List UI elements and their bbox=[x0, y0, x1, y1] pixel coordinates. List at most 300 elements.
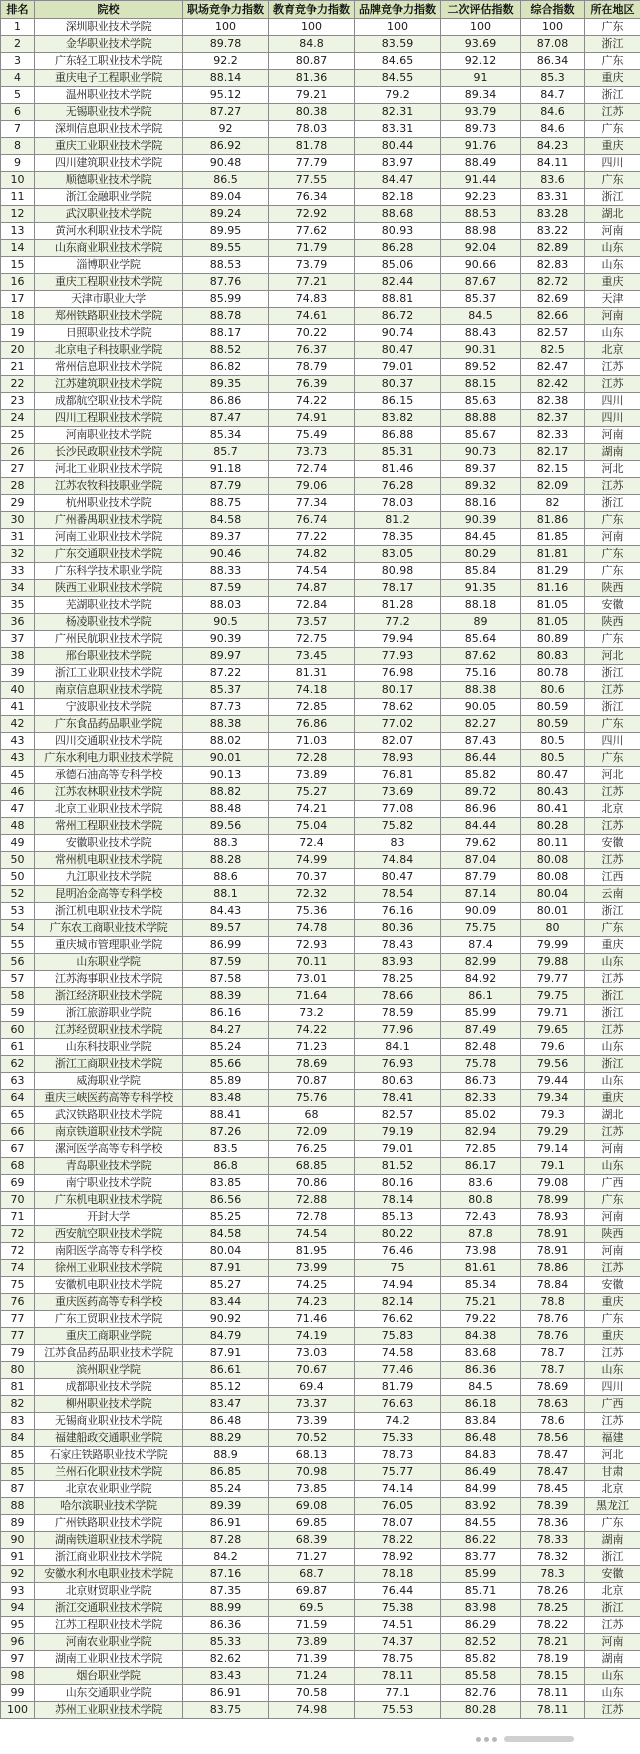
cell-second-eval: 83.98 bbox=[441, 1600, 521, 1617]
cell-region: 河北 bbox=[585, 1447, 640, 1464]
cell-edu-index: 74.91 bbox=[269, 410, 355, 427]
cell-rank: 37 bbox=[1, 631, 35, 648]
cell-brand-index: 82.18 bbox=[355, 189, 441, 206]
cell-total-index: 78.25 bbox=[521, 1600, 585, 1617]
cell-region: 广东 bbox=[585, 716, 640, 733]
cell-school: 杨凌职业技术学院 bbox=[35, 614, 183, 631]
cell-region: 广东 bbox=[585, 172, 640, 189]
table-row bbox=[1, 920, 640, 937]
cell-total-index: 82.72 bbox=[521, 274, 585, 291]
cell-job-index: 83.5 bbox=[183, 1141, 269, 1158]
cell-brand-index: 77.2 bbox=[355, 614, 441, 631]
cell-edu-index: 74.99 bbox=[269, 852, 355, 869]
cell-region: 山东 bbox=[585, 1039, 640, 1056]
table-row bbox=[1, 223, 640, 240]
table-row bbox=[1, 1056, 640, 1073]
cell-job-index: 83.44 bbox=[183, 1294, 269, 1311]
cell-total-index: 78.22 bbox=[521, 1617, 585, 1634]
cell-edu-index: 72.32 bbox=[269, 886, 355, 903]
cell-region: 四川 bbox=[585, 1379, 640, 1396]
cell-job-index: 87.26 bbox=[183, 1124, 269, 1141]
cell-brand-index: 78.14 bbox=[355, 1192, 441, 1209]
cell-region: 浙江 bbox=[585, 87, 640, 104]
cell-total-index: 78.21 bbox=[521, 1634, 585, 1651]
cell-rank: 24 bbox=[1, 410, 35, 427]
cell-job-index: 88.02 bbox=[183, 733, 269, 750]
cell-edu-index: 73.89 bbox=[269, 1634, 355, 1651]
cell-job-index: 89.57 bbox=[183, 920, 269, 937]
cell-brand-index: 80.37 bbox=[355, 376, 441, 393]
cell-region: 山东 bbox=[585, 257, 640, 274]
cell-brand-index: 82.14 bbox=[355, 1294, 441, 1311]
cell-edu-index: 76.34 bbox=[269, 189, 355, 206]
cell-brand-index: 76.93 bbox=[355, 1056, 441, 1073]
cell-rank: 61 bbox=[1, 1039, 35, 1056]
cell-total-index: 80.6 bbox=[521, 682, 585, 699]
cell-total-index: 80.5 bbox=[521, 750, 585, 767]
table-row bbox=[1, 291, 640, 308]
cell-region: 江苏 bbox=[585, 1260, 640, 1277]
table-row bbox=[1, 954, 640, 971]
cell-school: 广东农工商职业技术学院 bbox=[35, 920, 183, 937]
cell-job-index: 87.27 bbox=[183, 104, 269, 121]
cell-rank: 66 bbox=[1, 1124, 35, 1141]
cell-rank: 50 bbox=[1, 852, 35, 869]
cell-job-index: 90.46 bbox=[183, 546, 269, 563]
cell-job-index: 88.3 bbox=[183, 835, 269, 852]
cell-edu-index: 70.67 bbox=[269, 1362, 355, 1379]
table-header bbox=[1, 1, 640, 19]
cell-rank: 48 bbox=[1, 818, 35, 835]
cell-region: 陕西 bbox=[585, 1226, 640, 1243]
cell-edu-index: 75.36 bbox=[269, 903, 355, 920]
table-row bbox=[1, 767, 640, 784]
table-row bbox=[1, 546, 640, 563]
table-row bbox=[1, 512, 640, 529]
cell-second-eval: 86.49 bbox=[441, 1464, 521, 1481]
cell-job-index: 84.2 bbox=[183, 1549, 269, 1566]
cell-total-index: 81.16 bbox=[521, 580, 585, 597]
cell-school: 重庆医药高等专科学校 bbox=[35, 1294, 183, 1311]
cell-edu-index: 73.57 bbox=[269, 614, 355, 631]
cell-school: 山东职业学院 bbox=[35, 954, 183, 971]
table-row bbox=[1, 1260, 640, 1277]
cell-job-index: 87.58 bbox=[183, 971, 269, 988]
cell-total-index: 79.29 bbox=[521, 1124, 585, 1141]
cell-school: 重庆工程职业技术学院 bbox=[35, 274, 183, 291]
cell-job-index: 84.58 bbox=[183, 512, 269, 529]
cell-edu-index: 68.39 bbox=[269, 1532, 355, 1549]
table-row bbox=[1, 563, 640, 580]
cell-total-index: 80.5 bbox=[521, 733, 585, 750]
cell-region: 江苏 bbox=[585, 1345, 640, 1362]
cell-total-index: 82.33 bbox=[521, 427, 585, 444]
cell-edu-index: 70.22 bbox=[269, 325, 355, 342]
cell-rank: 40 bbox=[1, 682, 35, 699]
cell-second-eval: 90.31 bbox=[441, 342, 521, 359]
cell-total-index: 80.11 bbox=[521, 835, 585, 852]
table-row bbox=[1, 1515, 640, 1532]
cell-region: 山东 bbox=[585, 325, 640, 342]
cell-job-index: 86.85 bbox=[183, 1464, 269, 1481]
table-row bbox=[1, 1311, 640, 1328]
cell-region: 广东 bbox=[585, 750, 640, 767]
cell-total-index: 100 bbox=[521, 19, 585, 36]
cell-job-index: 86.99 bbox=[183, 937, 269, 954]
cell-second-eval: 83.92 bbox=[441, 1498, 521, 1515]
cell-job-index: 87.59 bbox=[183, 580, 269, 597]
cell-brand-index: 79.94 bbox=[355, 631, 441, 648]
table-row bbox=[1, 1107, 640, 1124]
cell-rank: 14 bbox=[1, 240, 35, 257]
cell-brand-index: 78.41 bbox=[355, 1090, 441, 1107]
cell-brand-index: 78.11 bbox=[355, 1668, 441, 1685]
table-row bbox=[1, 869, 640, 886]
cell-job-index: 100 bbox=[183, 19, 269, 36]
cell-total-index: 80 bbox=[521, 920, 585, 937]
cell-region: 安徽 bbox=[585, 835, 640, 852]
cell-total-index: 79.6 bbox=[521, 1039, 585, 1056]
cell-edu-index: 74.83 bbox=[269, 291, 355, 308]
cell-edu-index: 69.08 bbox=[269, 1498, 355, 1515]
cell-second-eval: 90.05 bbox=[441, 699, 521, 716]
cell-job-index: 88.41 bbox=[183, 1107, 269, 1124]
cell-rank: 15 bbox=[1, 257, 35, 274]
cell-rank: 38 bbox=[1, 648, 35, 665]
header-brand-index: 品牌竞争力指数 bbox=[355, 1, 441, 19]
cell-job-index: 87.91 bbox=[183, 1345, 269, 1362]
cell-rank: 33 bbox=[1, 563, 35, 580]
cell-edu-index: 84.8 bbox=[269, 36, 355, 53]
cell-total-index: 79.77 bbox=[521, 971, 585, 988]
cell-region: 江苏 bbox=[585, 971, 640, 988]
table-row bbox=[1, 155, 640, 172]
cell-brand-index: 78.22 bbox=[355, 1532, 441, 1549]
cell-edu-index: 76.37 bbox=[269, 342, 355, 359]
cell-region: 江苏 bbox=[585, 359, 640, 376]
cell-edu-index: 78.79 bbox=[269, 359, 355, 376]
cell-school: 北京工业职业技术学院 bbox=[35, 801, 183, 818]
table-row bbox=[1, 1141, 640, 1158]
cell-job-index: 91.18 bbox=[183, 461, 269, 478]
cell-job-index: 88.6 bbox=[183, 869, 269, 886]
cell-rank: 97 bbox=[1, 1651, 35, 1668]
cell-second-eval: 83.6 bbox=[441, 1175, 521, 1192]
cell-second-eval: 79.62 bbox=[441, 835, 521, 852]
cell-second-eval: 88.98 bbox=[441, 223, 521, 240]
cell-second-eval: 84.44 bbox=[441, 818, 521, 835]
cell-rank: 68 bbox=[1, 1158, 35, 1175]
cell-region: 江苏 bbox=[585, 1022, 640, 1039]
cell-school: 常州信息职业技术学院 bbox=[35, 359, 183, 376]
cell-total-index: 78.8 bbox=[521, 1294, 585, 1311]
cell-brand-index: 81.52 bbox=[355, 1158, 441, 1175]
cell-job-index: 92 bbox=[183, 121, 269, 138]
cell-job-index: 87.73 bbox=[183, 699, 269, 716]
cell-region: 河南 bbox=[585, 1243, 640, 1260]
cell-school: 山东科技职业学院 bbox=[35, 1039, 183, 1056]
cell-school: 武汉职业技术学院 bbox=[35, 206, 183, 223]
cell-total-index: 78.7 bbox=[521, 1345, 585, 1362]
table-row bbox=[1, 1039, 640, 1056]
table-row bbox=[1, 36, 640, 53]
cell-job-index: 88.38 bbox=[183, 716, 269, 733]
cell-total-index: 83.28 bbox=[521, 206, 585, 223]
cell-school: 河南农业职业学院 bbox=[35, 1634, 183, 1651]
cell-second-eval: 83.84 bbox=[441, 1413, 521, 1430]
cell-job-index: 85.89 bbox=[183, 1073, 269, 1090]
cell-second-eval: 91.35 bbox=[441, 580, 521, 597]
cell-job-index: 85.66 bbox=[183, 1056, 269, 1073]
cell-school: 四川建筑职业技术学院 bbox=[35, 155, 183, 172]
cell-brand-index: 81.2 bbox=[355, 512, 441, 529]
cell-rank: 64 bbox=[1, 1090, 35, 1107]
cell-school: 重庆工业职业技术学院 bbox=[35, 138, 183, 155]
cell-second-eval: 75.78 bbox=[441, 1056, 521, 1073]
cell-region: 江苏 bbox=[585, 852, 640, 869]
cell-total-index: 78.47 bbox=[521, 1447, 585, 1464]
cell-rank: 92 bbox=[1, 1566, 35, 1583]
cell-edu-index: 74.21 bbox=[269, 801, 355, 818]
cell-brand-index: 81.46 bbox=[355, 461, 441, 478]
cell-second-eval: 85.63 bbox=[441, 393, 521, 410]
cell-rank: 42 bbox=[1, 716, 35, 733]
cell-rank: 93 bbox=[1, 1583, 35, 1600]
cell-job-index: 88.28 bbox=[183, 852, 269, 869]
cell-job-index: 85.34 bbox=[183, 427, 269, 444]
table-row bbox=[1, 1600, 640, 1617]
cell-second-eval: 84.45 bbox=[441, 529, 521, 546]
cell-edu-index: 72.28 bbox=[269, 750, 355, 767]
cell-total-index: 78.26 bbox=[521, 1583, 585, 1600]
cell-rank: 81 bbox=[1, 1379, 35, 1396]
cell-school: 广东交通职业技术学院 bbox=[35, 546, 183, 563]
cell-second-eval: 82.52 bbox=[441, 1634, 521, 1651]
cell-edu-index: 74.23 bbox=[269, 1294, 355, 1311]
cell-school: 金华职业技术学院 bbox=[35, 36, 183, 53]
table-row bbox=[1, 393, 640, 410]
cell-brand-index: 76.05 bbox=[355, 1498, 441, 1515]
cell-edu-index: 74.25 bbox=[269, 1277, 355, 1294]
cell-region: 广西 bbox=[585, 1175, 640, 1192]
cell-brand-index: 83.93 bbox=[355, 954, 441, 971]
table-row bbox=[1, 1124, 640, 1141]
cell-job-index: 86.61 bbox=[183, 1362, 269, 1379]
cell-second-eval: 85.99 bbox=[441, 1566, 521, 1583]
cell-brand-index: 80.44 bbox=[355, 138, 441, 155]
cell-second-eval: 75.16 bbox=[441, 665, 521, 682]
cell-brand-index: 75.83 bbox=[355, 1328, 441, 1345]
cell-total-index: 79.3 bbox=[521, 1107, 585, 1124]
cell-second-eval: 85.84 bbox=[441, 563, 521, 580]
cell-edu-index: 73.45 bbox=[269, 648, 355, 665]
cell-total-index: 78.99 bbox=[521, 1192, 585, 1209]
cell-brand-index: 83.31 bbox=[355, 121, 441, 138]
cell-school: 江苏经贸职业技术学院 bbox=[35, 1022, 183, 1039]
cell-rank: 76 bbox=[1, 1294, 35, 1311]
cell-edu-index: 73.03 bbox=[269, 1345, 355, 1362]
cell-rank: 67 bbox=[1, 1141, 35, 1158]
cell-region: 河南 bbox=[585, 1141, 640, 1158]
cell-total-index: 78.84 bbox=[521, 1277, 585, 1294]
cell-region: 广东 bbox=[585, 512, 640, 529]
cell-school: 漯河医学高等专科学校 bbox=[35, 1141, 183, 1158]
cell-total-index: 82.5 bbox=[521, 342, 585, 359]
cell-job-index: 90.01 bbox=[183, 750, 269, 767]
cell-second-eval: 87.67 bbox=[441, 274, 521, 291]
cell-rank: 96 bbox=[1, 1634, 35, 1651]
cell-total-index: 79.08 bbox=[521, 1175, 585, 1192]
cell-rank: 11 bbox=[1, 189, 35, 206]
cell-region: 浙江 bbox=[585, 1056, 640, 1073]
cell-edu-index: 71.79 bbox=[269, 240, 355, 257]
table-row bbox=[1, 1362, 640, 1379]
cell-total-index: 78.91 bbox=[521, 1243, 585, 1260]
cell-total-index: 79.44 bbox=[521, 1073, 585, 1090]
cell-rank: 7 bbox=[1, 121, 35, 138]
cell-region: 浙江 bbox=[585, 699, 640, 716]
cell-edu-index: 71.64 bbox=[269, 988, 355, 1005]
cell-region: 山东 bbox=[585, 240, 640, 257]
cell-rank: 50 bbox=[1, 869, 35, 886]
cell-rank: 18 bbox=[1, 308, 35, 325]
cell-second-eval: 87.04 bbox=[441, 852, 521, 869]
cell-region: 河南 bbox=[585, 308, 640, 325]
cell-school: 顺德职业技术学院 bbox=[35, 172, 183, 189]
cell-edu-index: 75.49 bbox=[269, 427, 355, 444]
cell-edu-index: 77.79 bbox=[269, 155, 355, 172]
cell-second-eval: 82.48 bbox=[441, 1039, 521, 1056]
cell-second-eval: 89 bbox=[441, 614, 521, 631]
cell-second-eval: 89.52 bbox=[441, 359, 521, 376]
cell-brand-index: 76.44 bbox=[355, 1583, 441, 1600]
cell-region: 重庆 bbox=[585, 138, 640, 155]
cell-second-eval: 85.99 bbox=[441, 1005, 521, 1022]
cell-brand-index: 77.93 bbox=[355, 648, 441, 665]
cell-school: 重庆城市管理职业学院 bbox=[35, 937, 183, 954]
cell-job-index: 83.43 bbox=[183, 1668, 269, 1685]
cell-brand-index: 76.98 bbox=[355, 665, 441, 682]
cell-second-eval: 80.8 bbox=[441, 1192, 521, 1209]
cell-job-index: 89.97 bbox=[183, 648, 269, 665]
cell-school: 河南职业技术学院 bbox=[35, 427, 183, 444]
table-row bbox=[1, 988, 640, 1005]
cell-second-eval: 91.44 bbox=[441, 172, 521, 189]
cell-edu-index: 73.85 bbox=[269, 1481, 355, 1498]
cell-job-index: 89.35 bbox=[183, 376, 269, 393]
watermark-dot-icon bbox=[492, 1737, 497, 1742]
cell-edu-index: 71.23 bbox=[269, 1039, 355, 1056]
cell-region: 浙江 bbox=[585, 36, 640, 53]
cell-brand-index: 83.82 bbox=[355, 410, 441, 427]
cell-brand-index: 85.06 bbox=[355, 257, 441, 274]
table-row bbox=[1, 665, 640, 682]
cell-rank: 12 bbox=[1, 206, 35, 223]
table-row bbox=[1, 121, 640, 138]
cell-region: 江苏 bbox=[585, 1702, 640, 1719]
cell-second-eval: 84.5 bbox=[441, 1379, 521, 1396]
cell-rank: 77 bbox=[1, 1311, 35, 1328]
cell-school: 承德石油高等专科学校 bbox=[35, 767, 183, 784]
cell-total-index: 80.83 bbox=[521, 648, 585, 665]
cell-region: 陕西 bbox=[585, 614, 640, 631]
cell-school: 浙江商业职业技术学院 bbox=[35, 1549, 183, 1566]
cell-school: 广东水利电力职业技术学院 bbox=[35, 750, 183, 767]
cell-rank: 70 bbox=[1, 1192, 35, 1209]
cell-edu-index: 73.01 bbox=[269, 971, 355, 988]
cell-rank: 8 bbox=[1, 138, 35, 155]
table-row bbox=[1, 87, 640, 104]
cell-school: 广州番禺职业技术学院 bbox=[35, 512, 183, 529]
table-row bbox=[1, 1634, 640, 1651]
cell-job-index: 86.48 bbox=[183, 1413, 269, 1430]
cell-region: 山东 bbox=[585, 954, 640, 971]
cell-brand-index: 79.01 bbox=[355, 359, 441, 376]
table-row bbox=[1, 1447, 640, 1464]
cell-second-eval: 84.83 bbox=[441, 1447, 521, 1464]
cell-rank: 31 bbox=[1, 529, 35, 546]
cell-school: 深圳职业技术学院 bbox=[35, 19, 183, 36]
cell-brand-index: 76.81 bbox=[355, 767, 441, 784]
cell-school: 天津市职业大学 bbox=[35, 291, 183, 308]
cell-second-eval: 86.36 bbox=[441, 1362, 521, 1379]
cell-total-index: 78.76 bbox=[521, 1328, 585, 1345]
cell-job-index: 86.91 bbox=[183, 1685, 269, 1702]
cell-school: 湖南铁道职业技术学院 bbox=[35, 1532, 183, 1549]
cell-brand-index: 88.81 bbox=[355, 291, 441, 308]
table-row bbox=[1, 461, 640, 478]
cell-region: 重庆 bbox=[585, 70, 640, 87]
cell-total-index: 78.69 bbox=[521, 1379, 585, 1396]
cell-rank: 75 bbox=[1, 1277, 35, 1294]
table-row bbox=[1, 1175, 640, 1192]
cell-edu-index: 80.87 bbox=[269, 53, 355, 70]
table-row bbox=[1, 478, 640, 495]
cell-job-index: 90.39 bbox=[183, 631, 269, 648]
cell-edu-index: 81.95 bbox=[269, 1243, 355, 1260]
cell-job-index: 85.27 bbox=[183, 1277, 269, 1294]
cell-rank: 71 bbox=[1, 1209, 35, 1226]
cell-brand-index: 82.31 bbox=[355, 104, 441, 121]
cell-brand-index: 80.47 bbox=[355, 342, 441, 359]
cell-brand-index: 86.88 bbox=[355, 427, 441, 444]
table-row bbox=[1, 597, 640, 614]
cell-total-index: 78.56 bbox=[521, 1430, 585, 1447]
cell-school: 浙江经济职业技术学院 bbox=[35, 988, 183, 1005]
header-region: 所在地区 bbox=[585, 1, 640, 19]
cell-job-index: 86.5 bbox=[183, 172, 269, 189]
cell-total-index: 80.47 bbox=[521, 767, 585, 784]
cell-rank: 46 bbox=[1, 784, 35, 801]
cell-total-index: 82.38 bbox=[521, 393, 585, 410]
cell-job-index: 89.24 bbox=[183, 206, 269, 223]
cell-second-eval: 84.92 bbox=[441, 971, 521, 988]
cell-total-index: 80.28 bbox=[521, 818, 585, 835]
cell-job-index: 89.04 bbox=[183, 189, 269, 206]
cell-job-index: 88.75 bbox=[183, 495, 269, 512]
cell-region: 广东 bbox=[585, 563, 640, 580]
cell-region: 江苏 bbox=[585, 104, 640, 121]
cell-edu-index: 73.2 bbox=[269, 1005, 355, 1022]
cell-edu-index: 75.27 bbox=[269, 784, 355, 801]
cell-edu-index: 74.78 bbox=[269, 920, 355, 937]
cell-brand-index: 78.35 bbox=[355, 529, 441, 546]
cell-total-index: 78.93 bbox=[521, 1209, 585, 1226]
cell-second-eval: 82.33 bbox=[441, 1090, 521, 1107]
cell-job-index: 88.9 bbox=[183, 1447, 269, 1464]
cell-brand-index: 80.63 bbox=[355, 1073, 441, 1090]
cell-second-eval: 92.12 bbox=[441, 53, 521, 70]
